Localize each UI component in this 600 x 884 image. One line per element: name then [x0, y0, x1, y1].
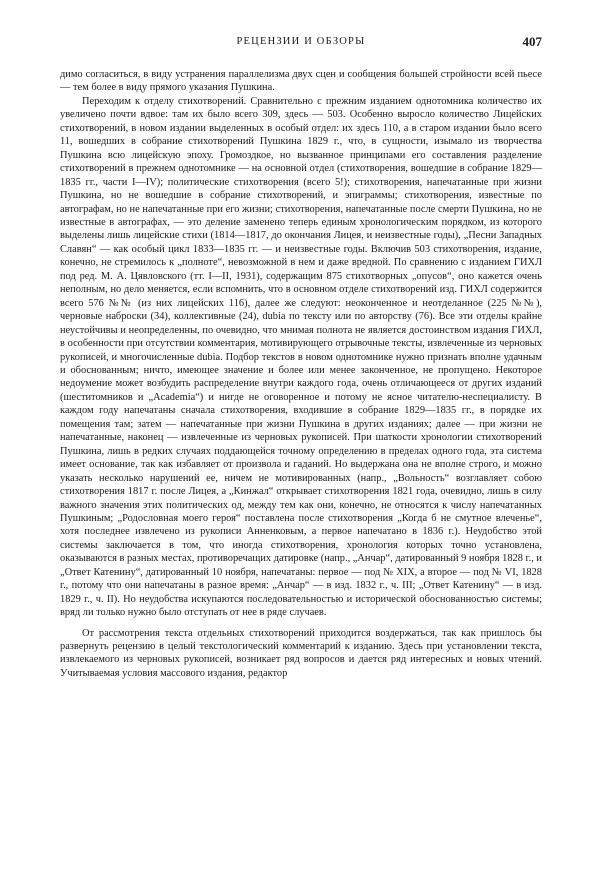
- running-head: [60, 34, 542, 50]
- body-text: [60, 68, 542, 680]
- paragraph-continued: димо согласиться, в виду устранения параллелизма двух сцен и сообщения большей стройности всей пьесе — тем более в виду прямого указания Пушкина.: [60, 69, 542, 94]
- page-number: 407: [522, 34, 542, 49]
- paragraph-poems-section: Переходим к отделу стихотворений. Сравнительно с прежним изданием однотомника количество их увеличено почти вдвое: там их было всего 309, здесь — 503. Особенно выросло количество Лицейских стихотворений, в новом издании выделенных в особый отдел: их здесь 110, а в старом издании было всего 11, вошедших в собрание стихотворений Пушкина 1829 г., что, в сущности, изымало из творчества Пушкина всю лицейскую эпоху. Громоздкое, но вызванное принципами его составления разделение стихотворений в прежнем однотомнике — на основной отдел (стихотворения, вошедшие в собрание 1829—1835 гг., части I—IV); политические стихотворения (всего 5!); стихотворения, напечатанные при жизни Пушкина, но не вошедшие в собрание стихотворений, и эпиграммы; стихотворения, известные по автографам, но не напечатанные при его жизни; стихотворения, напечатанные после смерти Пушкина, но не известные в автографах, — это деление заменено теперь единым хронологическим порядком, из которого выделены лишь лицейские стихи (1814—1817, до окончания Лицея, и неизвестные годы), „Песни Западных Славян“ — как особый цикл 1833—1835 гг. — и неизвестные годы. Включив 503 стихотворения, издание, конечно, не стремилось к „полноте“, невозможной в нем и даже вредной. По сравнению с изданием ГИХЛ под ред. М. А. Цявловского (тт. I—II, 1931), содержащим 875 стихотворных „опусов“, оно кажется очень неполным, но дело меняется, если вспомнить, что в основном отделе стихотворений изд. ГИХЛ содержится всего 576 №№ (из них лицейских 116), далее же следуют: неоконченное и неотделанное (225 №№), черновые наброски (34), коллективные (24), dubia по тексту или по авторству (76). Все эти отделы крайне неустойчивы и неопределенны, по очевидно, что мнимая полнота не является достоинством издания ГИХЛ, в особенности при отсутствии комментария, мотивирующего отрывочные тексты, извлеченные из черновых рукописей, и многочисленные dubia. Подбор текстов в новом однотомнике нужно признать вполне удачным и обоснованным; ничто, имеющее значение и более или менее законченное, не пропущено. Некоторое недоумение может возбудить распределение внутри каждого года, очень отличающееся от других изданий (шеститомников и „Academia“) и нигде не оговоренное и потому не ясное читателю-неспециалисту. В каждом году напечатаны сначала стихотворения, входившие в собрание 1829—1835 гг., в порядке их помещения там; затем — напечатанные при жизни Пушкина в других изданиях; далее — при жизни не напечатанные, наконец — извлеченные из черновых рукописей. При шаткости хронологии стихотворений Пушкина, лишь в редких случаях поддающейся точному определению в пределах одного года, эта система имеет основание, так как избавляет от произвола и гаданий. Но выдержана она не вполне строго, и можно указать несколько нарушений ее, ничем не мотивированных (напр., „Вольность“ возглавляет собою стихотворения 1817 г. после Лицея, а „Кинжал“ открывает стихотворения 1821 года, очевидно, лишь в силу важного значения этих политических од, между тем как они, конечно, не относятся к числу напечатанных Пушкиным; „Родословная моего героя“ поставлена после стихотворения „Когда б не смутное влеченье“, хотя последнее извлечено из рукописи Анненковым, а первое напечатано в 1836 г.). Неудобство этой системы заключается в том, что иногда стихотворения, хронология которых точно установлена, оказываются в разных местах, противоречащих датировке (напр., „Анчар“, датированный 9 ноября 1828 г., и „Ответ Катенину“, датированный 10 ноября, напечатаны: первое — под № XIX, а второе — под № VI, 1828 г., потому что они напечатаны в разное время: „Анчар“ — в изд. 1832 г., ч. III; „Ответ Катенину“ — в изд. 1829 г., ч. II). Но неудобства искупаются последовательностью и исторической обоснованностью системы; вряд ли только нужно было отступать от нее в ряде случаев.: [60, 95, 542, 619]
- paragraph-text-review: От рассмотрения текста отдельных стихотворений приходится воздержаться, так как пришлось бы развернуть рецензию в целый текстологический комментарий к изданию. Здесь при установлении текста, извлекаемого из черновых рукописей, возникает ряд вопросов и дается ряд интересных и новых чтений. Учитываемая условия массового издания, редактор: [60, 627, 542, 679]
- running-title: РЕЦЕНЗИИ И ОБЗОРЫ: [236, 36, 366, 47]
